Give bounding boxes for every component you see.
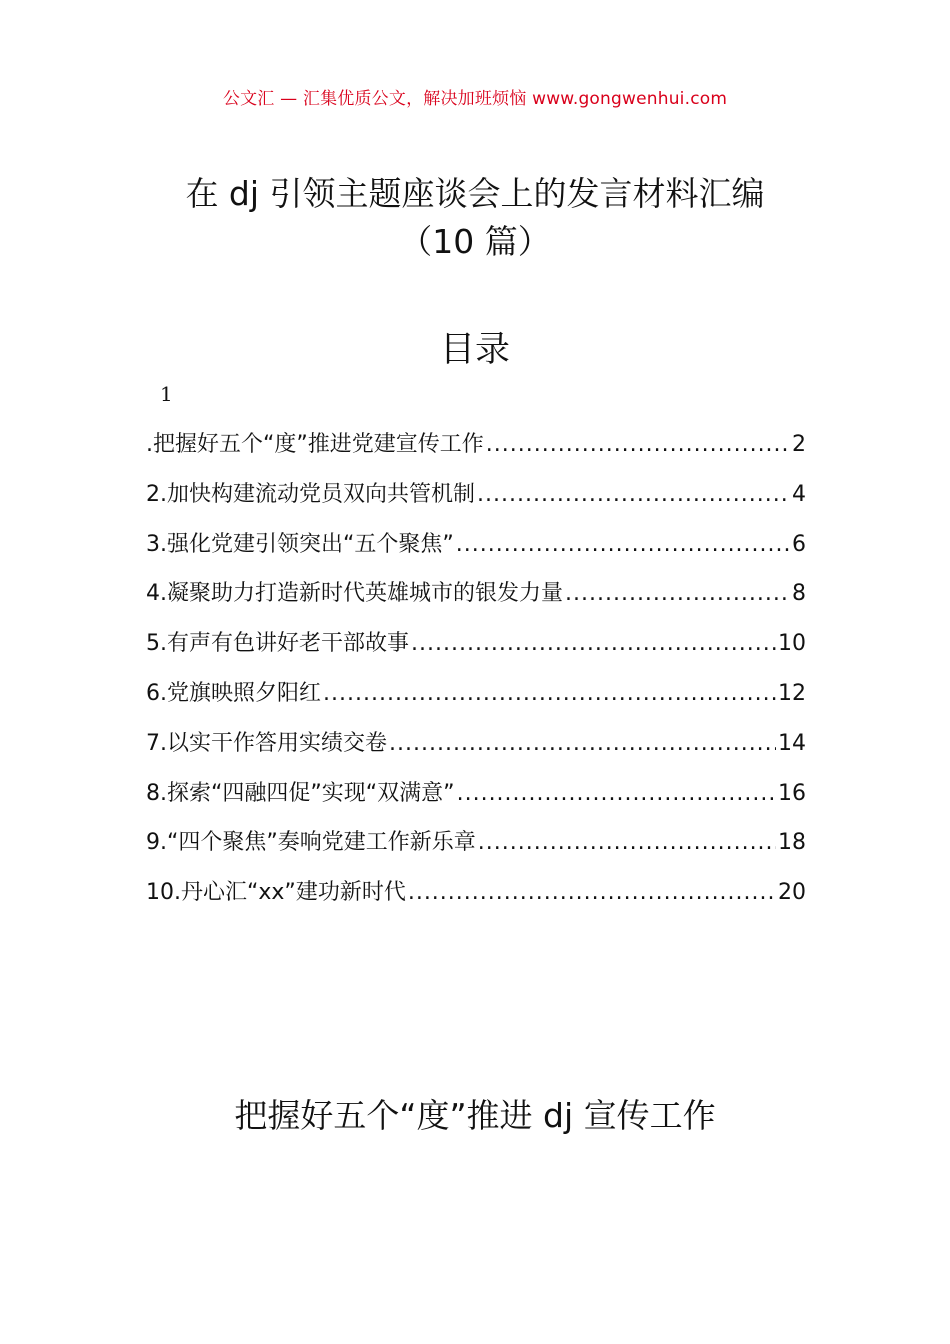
toc-entry-text: 8.探索“四融四促”实现“双满意” [146, 780, 455, 806]
toc-page-number: 6 [792, 531, 806, 557]
toc-leader [323, 674, 776, 714]
toc-heading: 目录 [439, 330, 510, 370]
toc-leader [389, 724, 776, 764]
toc-entry[interactable] [146, 425, 806, 475]
toc-page-number: 4 [792, 481, 806, 507]
toc-entry[interactable] [146, 624, 806, 674]
toc-entry-text: 7.以实干作答用实绩交卷 [146, 730, 387, 756]
section-title: 把握好五个“度”推进 dj 宣传工作 [234, 1096, 716, 1135]
toc-entry[interactable] [146, 823, 806, 873]
toc-leader [477, 475, 790, 515]
toc-entry-text: 2.加快构建流动党员双向共管机制 [146, 481, 475, 507]
document-title-line2: （10 篇） [399, 222, 551, 261]
toc-entry-text: .把握好五个“度”推进党建宣传工作 [146, 432, 484, 457]
toc-entry[interactable] [146, 475, 806, 525]
header-banner[interactable]: 公文汇 — 汇集优质公文，解决加班烦恼 www.gongwenhui.com [222, 89, 728, 109]
toc-entry-text: 9.“四个聚焦”奏响党建工作新乐章 [146, 830, 476, 856]
toc-entry-text: 3.强化党建引领突出“五个聚焦” [146, 531, 454, 557]
toc-leader [411, 624, 776, 664]
toc-page-number: 2 [792, 432, 806, 457]
toc-leader [457, 774, 776, 814]
toc-entry[interactable] [146, 525, 806, 575]
toc-leader [486, 425, 790, 465]
toc-entry-text: 5.有声有色讲好老干部故事 [146, 631, 409, 657]
document-title [0, 170, 950, 266]
toc-entry-text: 4.凝聚助力打造新时代英雄城市的银发力量 [146, 581, 563, 607]
toc-page-number: 14 [778, 730, 806, 756]
toc-entry[interactable] [146, 674, 806, 724]
toc-entry[interactable] [146, 774, 806, 824]
toc-entry[interactable] [146, 574, 806, 624]
toc-page-number: 16 [778, 780, 806, 806]
toc-page-number: 20 [778, 880, 806, 906]
toc-leader [408, 873, 776, 913]
toc-entry[interactable] [146, 873, 806, 923]
toc-page-number: 18 [778, 830, 806, 856]
toc-page-number: 8 [792, 581, 806, 607]
toc-list [146, 425, 806, 923]
toc-page-number: 12 [778, 680, 806, 706]
toc-page-number: 10 [778, 631, 806, 657]
toc-entry[interactable] [146, 724, 806, 774]
toc-leader [478, 823, 776, 863]
toc-marker: 1 [160, 382, 173, 406]
toc-entry-text: 10.丹心汇“xx”建功新时代 [146, 880, 406, 906]
toc-leader [456, 525, 790, 565]
toc-leader [565, 574, 790, 614]
document-title-line1: 在 dj 引领主题座谈会上的发言材料汇编 [185, 174, 765, 213]
toc-entry-text: 6.党旗映照夕阳红 [146, 680, 321, 706]
